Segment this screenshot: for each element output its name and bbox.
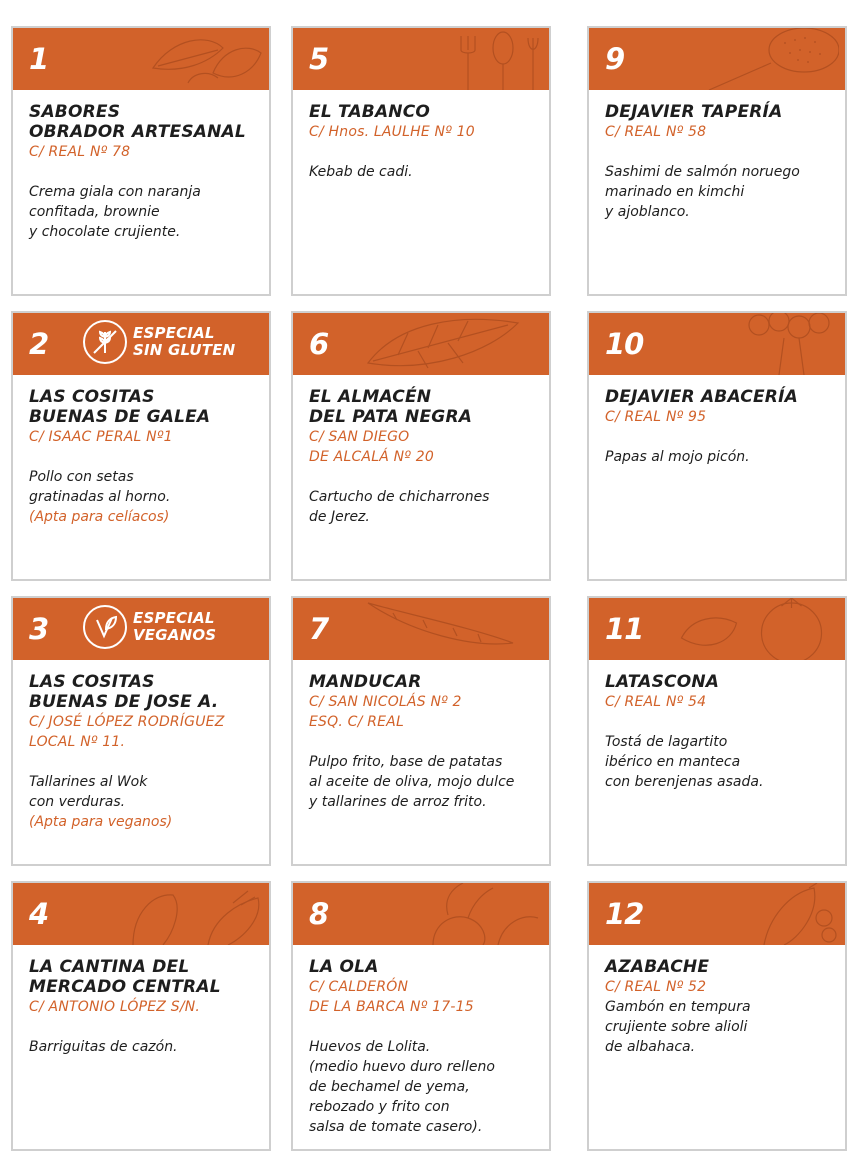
restaurant-address: C/ Hnos. LAULHE Nº 10 [309,124,475,140]
restaurant-card [587,26,847,296]
broccoli-sketch-icon [689,313,839,375]
restaurant-address: C/ REAL Nº 58 [605,124,707,140]
card-header [589,313,845,375]
card-header [293,313,549,375]
card-header [293,598,549,660]
beet-sketch-icon [393,883,543,945]
restaurant-address: C/ SAN NICOLÁS Nº 2 ESQ. C/ REAL [309,694,462,730]
skimmer-sketch-icon [689,28,839,90]
dish-description: Gambón en tempura crujiente sobre alioli de albahaca. [605,999,751,1055]
badge-label: ESPECIAL VEGANOS [133,609,217,644]
card-number: 8 [309,897,329,931]
restaurant-card [587,881,847,1151]
restaurant-name: LAS COSITAS BUENAS DE GALEA [29,387,211,427]
restaurant-address: C/ REAL Nº 52 [605,979,707,995]
dietary-note: (Apta para veganos) [29,814,173,830]
card-header [293,883,549,945]
restaurant-card [11,881,271,1151]
restaurant-card [291,26,551,296]
restaurant-card [11,596,271,866]
restaurant-card [587,311,847,581]
card-number: 4 [29,897,49,931]
restaurant-name: DEJAVIER ABACERÍA [605,387,798,407]
dish-description: Tostá de lagartito ibérico en manteca con berenjenas asada. [605,734,764,790]
restaurant-name: EL TABANCO [309,102,431,122]
restaurant-address: C/ JOSÉ LÓPEZ RODRÍGUEZ LOCAL Nº 11. [29,714,225,750]
restaurant-address: C/ REAL Nº 54 [605,694,707,710]
card-number: 7 [309,612,329,646]
card-number: 6 [309,327,329,361]
card-header [589,598,845,660]
eggplant-sketch-icon [113,883,263,945]
restaurant-name: LA OLA [309,957,379,977]
dish-description: Tallarines al Wok con verduras. [29,774,148,810]
dish-description: Pollo con setas gratinadas al horno. [29,469,171,505]
card-number: 2 [29,327,49,361]
restaurant-card [291,881,551,1151]
vegan-leaf-icon [83,605,127,649]
card-header [589,28,845,90]
restaurant-address: C/ REAL Nº 95 [605,409,707,425]
card-header [13,883,269,945]
dish-description: Kebab de cadi. [309,164,413,180]
tomato-sketch-icon [664,598,839,660]
restaurant-card [11,26,271,296]
carrot-sketch-icon [333,598,543,660]
card-number: 3 [29,612,49,646]
badge-label: ESPECIAL SIN GLUTEN [133,324,236,359]
dietary-note: (Apta para celíacos) [29,509,170,525]
restaurant-name: DEJAVIER TAPERÍA [605,102,783,122]
restaurant-card [291,311,551,581]
restaurant-card [291,596,551,866]
card-header [589,883,845,945]
card-number: 1 [29,42,49,76]
card-header [13,598,269,660]
restaurant-card [587,596,847,866]
card-header [293,28,549,90]
restaurant-name: AZABACHE [605,957,710,977]
special-badge [83,320,235,364]
card-number: 12 [605,897,644,931]
pepper-sketch-icon [689,883,839,945]
card-number: 5 [309,42,329,76]
gluten-free-icon [83,320,127,364]
dish-description: Pulpo frito, base de patatas al aceite de oliva, mojo dulce y tallarines de arroz frito. [309,754,515,810]
restaurant-address: C/ ISAAC PERAL Nº1 [29,429,173,445]
card-number: 10 [605,327,644,361]
restaurant-card [11,311,271,581]
restaurant-address: C/ ANTONIO LÓPEZ S/N. [29,999,201,1015]
dish-description: Sashimi de salmón noruego marinado en kimchi y ajoblanco. [605,164,800,220]
cutlery-sketch-icon [393,28,543,90]
dish-description: Papas al mojo picón. [605,449,750,465]
dish-description: Cartucho de chicharrones de Jerez. [309,489,490,525]
restaurant-name: LA CANTINA DEL MERCADO CENTRAL [29,957,221,997]
dish-description: Huevos de Lolita. (medio huevo duro relleno de bechamel de yema, rebozado y frito con salsa de tomate casero). [309,1039,495,1135]
card-number: 9 [605,42,625,76]
restaurant-name: LATASCONA [605,672,720,692]
card-number: 11 [605,612,644,646]
restaurant-address: C/ CALDERÓN DE LA BARCA Nº 17-15 [309,979,474,1015]
special-badge [83,605,216,649]
dish-description: Crema giala con naranja confitada, brownie y chocolate crujiente. [29,184,201,240]
restaurant-address: C/ SAN DIEGO DE ALCALÁ Nº 20 [309,429,434,465]
restaurant-address: C/ REAL Nº 78 [29,144,131,160]
restaurant-name: LAS COSITAS BUENAS DE JOSE A. [29,672,219,712]
restaurant-name: SABORES OBRADOR ARTESANAL [29,102,246,142]
leaf-sketch-icon [343,313,543,375]
restaurant-name: EL ALMACÉN DEL PATA NEGRA [309,387,473,427]
card-header [13,313,269,375]
basil-leaves-sketch-icon [113,28,263,90]
restaurant-name: MANDUCAR [309,672,422,692]
card-header [13,28,269,90]
dish-description: Barriguitas de cazón. [29,1039,178,1055]
